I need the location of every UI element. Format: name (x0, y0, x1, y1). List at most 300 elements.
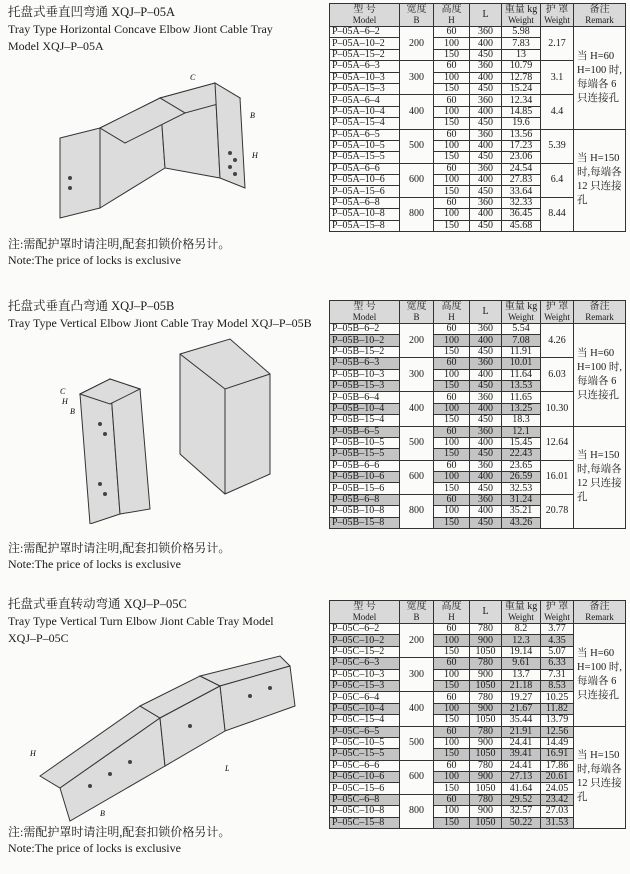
cell-model: P–05C–10–3 (330, 669, 400, 680)
cell-model: P–05B–10–8 (330, 506, 400, 517)
note-en: Note:The price of locks is exclusive (8, 557, 181, 571)
cell-height: 150 (434, 118, 470, 129)
col-header-height-text: 高度 (441, 4, 462, 15)
col-header-weight-subtext: Weight (508, 612, 534, 622)
cell-height: 100 (434, 175, 470, 186)
cell-remark-1: 当 H=60 H=100 时,每端各 6 只连接孔 (574, 27, 626, 130)
cell-model: P–05B–6–8 (330, 494, 400, 505)
col-header-model-text: 型 号 (353, 4, 376, 15)
dim-label-b: B (250, 111, 255, 120)
cell-length: 360 (470, 163, 502, 174)
cell-weight: 24.41 (502, 760, 541, 771)
cell-model: P–05C–6–5 (330, 726, 400, 737)
cell-model: P–05A–15–5 (330, 152, 400, 163)
cell-weight: 18.3 (502, 415, 541, 426)
table-row (330, 27, 626, 38)
cell-length: 400 (470, 140, 502, 151)
cell-weight: 17.23 (502, 140, 541, 151)
cell-weight: 33.64 (502, 186, 541, 197)
dim-label-l: L (225, 764, 230, 773)
cell-weight: 23.65 (502, 460, 541, 471)
cell-width: 500 (400, 129, 434, 163)
cell-width: 300 (400, 658, 434, 692)
col-header-model-subtext: Model (352, 612, 377, 622)
cell-weight: 15.24 (502, 83, 541, 94)
cell-guard-weight: 14.49 (541, 737, 574, 748)
cell-guard-weight: 4.26 (541, 324, 574, 358)
cell-height: 60 (434, 624, 470, 635)
cell-guard-weight: 8.44 (541, 197, 574, 231)
cell-height: 100 (434, 209, 470, 220)
cell-model: P–05A–6–8 (330, 197, 400, 208)
cell-length: 360 (470, 27, 502, 38)
cell-height: 100 (434, 703, 470, 714)
cell-weight: 10.79 (502, 61, 541, 72)
cell-width: 500 (400, 426, 434, 460)
cell-remark-2: 当 H=150 时,每端各 12 只连接孔 (574, 129, 626, 232)
cell-height: 60 (434, 726, 470, 737)
col-header-height (434, 601, 470, 624)
cell-length: 780 (470, 692, 502, 703)
cell-height: 150 (434, 680, 470, 691)
cell-width: 200 (400, 624, 434, 658)
cell-width: 600 (400, 760, 434, 794)
dim-label-b: B (100, 809, 105, 818)
cell-weight: 11.91 (502, 346, 541, 357)
cell-height: 150 (434, 186, 470, 197)
cell-length: 1050 (470, 646, 502, 657)
col-header-guard-text: 护 罩 (545, 4, 569, 15)
cell-width: 800 (400, 494, 434, 528)
cell-weight: 22.43 (502, 449, 541, 460)
cell-guard-weight: 6.33 (541, 658, 574, 669)
cell-length: 400 (470, 106, 502, 117)
col-header-height-text: 高度 (441, 301, 462, 312)
col-header-width-subtext: B (413, 15, 420, 25)
col-header-length-text: L (482, 606, 489, 617)
cell-weight: 7.08 (502, 335, 541, 346)
cell-height: 150 (434, 415, 470, 426)
cell-guard-weight: 3.1 (541, 61, 574, 95)
cell-length: 400 (470, 209, 502, 220)
col-header-remark-subtext: Remark (585, 15, 614, 25)
cell-model: P–05B–6–4 (330, 392, 400, 403)
cell-width: 600 (400, 460, 434, 494)
cell-height: 100 (434, 106, 470, 117)
cell-length: 450 (470, 483, 502, 494)
col-header-height (434, 4, 470, 27)
col-header-width (400, 601, 434, 624)
spec-table-05b (329, 300, 626, 529)
cell-model: P–05A–6–5 (330, 129, 400, 140)
cell-height: 100 (434, 38, 470, 49)
cell-height: 60 (434, 324, 470, 335)
cell-length: 900 (470, 669, 502, 680)
cell-width: 400 (400, 392, 434, 426)
cell-height: 150 (434, 49, 470, 60)
cell-height: 150 (434, 220, 470, 231)
cell-length: 360 (470, 460, 502, 471)
col-header-model (330, 301, 400, 324)
cell-weight: 26.59 (502, 472, 541, 483)
cell-length: 360 (470, 426, 502, 437)
cell-width: 800 (400, 794, 434, 828)
cell-model: P–05A–10–5 (330, 140, 400, 151)
cell-weight: 12.34 (502, 95, 541, 106)
title-cn: 托盘式垂直转动弯通 XQJ–P–05C (8, 597, 187, 611)
cell-length: 360 (470, 129, 502, 140)
cell-model: P–05B–6–6 (330, 460, 400, 471)
section-05a (0, 0, 630, 288)
col-header-length-text: L (482, 306, 489, 317)
spec-table-05c (329, 600, 626, 829)
table-header-row (330, 301, 626, 324)
cell-remark-1: 当 H=60 H=100 时,每端各 6 只连接孔 (574, 624, 626, 727)
cell-model: P–05A–15–3 (330, 83, 400, 94)
cell-guard-weight: 27.03 (541, 806, 574, 817)
table-row (330, 426, 626, 437)
cell-weight: 32.33 (502, 197, 541, 208)
cell-weight: 13.53 (502, 380, 541, 391)
cell-weight: 32.57 (502, 806, 541, 817)
col-header-model-subtext: Model (352, 312, 377, 322)
cell-weight: 45.68 (502, 220, 541, 231)
cell-guard-weight: 6.4 (541, 163, 574, 197)
cell-height: 100 (434, 806, 470, 817)
cell-model: P–05A–10–8 (330, 209, 400, 220)
cell-weight: 24.41 (502, 737, 541, 748)
cell-model: P–05A–15–8 (330, 220, 400, 231)
cell-length: 400 (470, 335, 502, 346)
cell-remark-2: 当 H=150 时,每端各 12 只连接孔 (574, 426, 626, 529)
dim-label-c: C (60, 387, 66, 396)
cell-height: 150 (434, 517, 470, 528)
cell-weight: 21.18 (502, 680, 541, 691)
col-header-guard-subtext: Weight (544, 312, 570, 322)
cell-model: P–05A–10–2 (330, 38, 400, 49)
cell-model: P–05A–6–2 (330, 27, 400, 38)
cell-length: 360 (470, 61, 502, 72)
cell-guard-weight: 5.07 (541, 646, 574, 657)
cell-height: 150 (434, 83, 470, 94)
cell-height: 60 (434, 658, 470, 669)
col-header-width-text: 宽度 (406, 4, 427, 15)
cell-model: P–05C–15–3 (330, 680, 400, 691)
note (8, 236, 230, 268)
cell-model: P–05C–10–4 (330, 703, 400, 714)
cell-model: P–05C–15–6 (330, 783, 400, 794)
cell-length: 900 (470, 806, 502, 817)
cell-height: 150 (434, 715, 470, 726)
table-header-row (330, 601, 626, 624)
col-header-width-subtext: B (413, 612, 420, 622)
dim-label-h: H (252, 151, 258, 160)
col-header-guard-text: 护 罩 (545, 601, 569, 612)
cell-model: P–05C–15–8 (330, 817, 400, 828)
cell-height: 100 (434, 437, 470, 448)
cell-model: P–05B–15–2 (330, 346, 400, 357)
dim-label-h: H (62, 397, 68, 406)
cell-length: 400 (470, 472, 502, 483)
cell-model: P–05C–6–4 (330, 692, 400, 703)
cell-height: 100 (434, 669, 470, 680)
cell-length: 780 (470, 624, 502, 635)
cell-length: 1050 (470, 715, 502, 726)
col-header-width (400, 4, 434, 27)
cell-length: 1050 (470, 817, 502, 828)
title-en-line1: Tray Type Vertical Elbow Jiont Cable Tray Model XQJ–P–05B (8, 316, 312, 330)
cell-weight: 36.45 (502, 209, 541, 220)
col-header-length (470, 301, 502, 324)
tray-drawing-05c (20, 646, 310, 826)
cell-length: 1050 (470, 783, 502, 794)
cell-guard-weight: 10.25 (541, 692, 574, 703)
cell-height: 60 (434, 426, 470, 437)
note-en: Note:The price of locks is exclusive (8, 841, 181, 855)
cell-guard-weight: 2.17 (541, 27, 574, 61)
cell-height: 150 (434, 380, 470, 391)
cell-remark-1: 当 H=60 H=100 时,每端各 6 只连接孔 (574, 324, 626, 427)
cell-weight: 8.2 (502, 624, 541, 635)
cell-length: 400 (470, 72, 502, 83)
cell-length: 450 (470, 517, 502, 528)
cell-height: 60 (434, 760, 470, 771)
cell-model: P–05A–6–6 (330, 163, 400, 174)
cell-length: 400 (470, 175, 502, 186)
cell-length: 900 (470, 703, 502, 714)
cell-weight: 12.1 (502, 426, 541, 437)
cell-model: P–05B–15–4 (330, 415, 400, 426)
col-header-width-text: 宽度 (406, 301, 427, 312)
cell-model: P–05A–10–4 (330, 106, 400, 117)
title-cn: 托盘式垂直凹弯通 XQJ–P–05A (8, 5, 176, 19)
cell-height: 60 (434, 95, 470, 106)
cell-model: P–05A–15–2 (330, 49, 400, 60)
cell-height: 100 (434, 369, 470, 380)
cell-model: P–05A–10–3 (330, 72, 400, 83)
cell-weight: 43.26 (502, 517, 541, 528)
col-header-remark-text: 备注 (589, 301, 610, 312)
cell-weight: 35.21 (502, 506, 541, 517)
cell-guard-weight: 7.31 (541, 669, 574, 680)
cell-height: 150 (434, 749, 470, 760)
col-header-guard (541, 4, 574, 27)
cell-height: 150 (434, 483, 470, 494)
cell-length: 780 (470, 794, 502, 805)
cell-weight: 35.44 (502, 715, 541, 726)
cell-weight: 11.64 (502, 369, 541, 380)
cell-model: P–05C–15–2 (330, 646, 400, 657)
dim-label-c: C (190, 73, 196, 82)
title-en-line1: Tray Type Vertical Turn Elbow Jiont Cable Tray Model (8, 614, 274, 628)
col-header-model (330, 4, 400, 27)
col-header-guard (541, 301, 574, 324)
cell-length: 450 (470, 49, 502, 60)
tray-drawing-05b (40, 334, 280, 524)
cell-weight: 15.45 (502, 437, 541, 448)
note (8, 540, 230, 572)
col-header-length (470, 601, 502, 624)
cell-model: P–05B–15–6 (330, 483, 400, 494)
cell-length: 360 (470, 324, 502, 335)
col-header-guard-subtext: Weight (544, 15, 570, 25)
col-header-length-text: L (482, 9, 489, 20)
section-05b (0, 294, 630, 571)
cell-model: P–05B–6–5 (330, 426, 400, 437)
col-header-width (400, 301, 434, 324)
cell-width: 300 (400, 358, 434, 392)
cell-guard-weight: 23.42 (541, 794, 574, 805)
cell-model: P–05B–10–2 (330, 335, 400, 346)
cell-width: 400 (400, 95, 434, 129)
cell-guard-weight: 16.91 (541, 749, 574, 760)
cell-guard-weight: 31.53 (541, 817, 574, 828)
col-header-model-subtext: Model (352, 15, 377, 25)
col-header-weight (502, 4, 541, 27)
cell-weight: 9.61 (502, 658, 541, 669)
note-cn: 注:需配护罩时请注明,配套扣锁价格另计。 (8, 825, 231, 839)
tray-drawing-05a (40, 58, 280, 228)
cell-guard-weight: 10.30 (541, 392, 574, 426)
col-header-guard (541, 601, 574, 624)
col-header-remark-text: 备注 (589, 4, 610, 15)
cell-guard-weight: 4.4 (541, 95, 574, 129)
cell-length: 360 (470, 95, 502, 106)
col-header-weight-text: 重量 kg (504, 601, 538, 612)
table-row (330, 726, 626, 737)
cell-model: P–05A–10–6 (330, 175, 400, 186)
cell-height: 60 (434, 129, 470, 140)
cell-model: P–05C–10–6 (330, 772, 400, 783)
cell-model: P–05B–6–3 (330, 358, 400, 369)
cell-weight: 19.6 (502, 118, 541, 129)
cell-height: 150 (434, 817, 470, 828)
cell-height: 150 (434, 449, 470, 460)
cell-length: 450 (470, 415, 502, 426)
cell-weight: 5.54 (502, 324, 541, 335)
cell-model: P–05C–10–5 (330, 737, 400, 748)
col-header-guard-subtext: Weight (544, 612, 570, 622)
cell-weight: 13.25 (502, 403, 541, 414)
cell-length: 780 (470, 726, 502, 737)
cell-weight: 27.13 (502, 772, 541, 783)
note-cn: 注:需配护罩时请注明,配套扣锁价格另计。 (8, 237, 231, 251)
cell-height: 60 (434, 163, 470, 174)
title-en-line2: Model XQJ–P–05A (8, 39, 104, 53)
col-header-remark-text: 备注 (589, 601, 610, 612)
cell-length: 400 (470, 403, 502, 414)
cell-length: 1050 (470, 749, 502, 760)
col-header-width-subtext: B (413, 312, 420, 322)
col-header-model-text: 型 号 (353, 601, 376, 612)
cell-width: 300 (400, 61, 434, 95)
cell-guard-weight: 3.77 (541, 624, 574, 635)
cell-weight: 29.52 (502, 794, 541, 805)
cell-length: 400 (470, 437, 502, 448)
cell-length: 780 (470, 658, 502, 669)
col-header-weight-text: 重量 kg (504, 4, 538, 15)
cell-height: 100 (434, 403, 470, 414)
col-header-weight-text: 重量 kg (504, 301, 538, 312)
note-cn: 注:需配护罩时请注明,配套扣锁价格另计。 (8, 541, 231, 555)
cell-weight: 19.14 (502, 646, 541, 657)
cell-weight: 21.67 (502, 703, 541, 714)
col-header-height-text: 高度 (441, 601, 462, 612)
col-header-height-subtext: H (448, 15, 455, 25)
cell-model: P–05B–15–5 (330, 449, 400, 460)
cell-weight: 24.54 (502, 163, 541, 174)
cell-weight: 14.85 (502, 106, 541, 117)
col-header-model-text: 型 号 (353, 301, 376, 312)
cell-height: 150 (434, 346, 470, 357)
cell-height: 100 (434, 772, 470, 783)
cell-guard-weight: 6.03 (541, 358, 574, 392)
cell-weight: 10.01 (502, 358, 541, 369)
cell-weight: 39.41 (502, 749, 541, 760)
cell-weight: 31.24 (502, 494, 541, 505)
cell-guard-weight: 8.53 (541, 680, 574, 691)
cell-weight: 12.3 (502, 635, 541, 646)
cell-model: P–05A–6–4 (330, 95, 400, 106)
title-en-line1: Tray Type Horizontal Concave Elbow Jiont Cable Tray (8, 22, 273, 36)
cell-weight: 12.78 (502, 72, 541, 83)
cell-model: P–05A–15–4 (330, 118, 400, 129)
cell-length: 360 (470, 392, 502, 403)
cell-guard-weight: 20.78 (541, 494, 574, 528)
col-header-remark (574, 4, 626, 27)
cell-model: P–05B–6–2 (330, 324, 400, 335)
section-header (8, 4, 323, 55)
cell-length: 400 (470, 38, 502, 49)
cell-model: P–05C–6–8 (330, 794, 400, 805)
cell-width: 500 (400, 726, 434, 760)
cell-guard-weight: 16.01 (541, 460, 574, 494)
cell-guard-weight: 11.82 (541, 703, 574, 714)
col-header-width-text: 宽度 (406, 601, 427, 612)
cell-weight: 11.65 (502, 392, 541, 403)
cell-length: 900 (470, 772, 502, 783)
title-cn: 托盘式垂直凸弯通 XQJ–P–05B (8, 299, 175, 313)
table-header-row (330, 4, 626, 27)
cell-length: 450 (470, 220, 502, 231)
cell-model: P–05C–10–2 (330, 635, 400, 646)
col-header-remark-subtext: Remark (585, 312, 614, 322)
col-header-model (330, 601, 400, 624)
col-header-remark (574, 301, 626, 324)
cell-model: P–05C–15–4 (330, 715, 400, 726)
cell-height: 150 (434, 646, 470, 657)
cell-width: 400 (400, 692, 434, 726)
cell-weight: 7.83 (502, 38, 541, 49)
cell-model: P–05B–10–3 (330, 369, 400, 380)
cell-remark-2: 当 H=150 时,每端各 12 只连接孔 (574, 726, 626, 829)
cell-weight: 5.98 (502, 27, 541, 38)
cell-model: P–05B–10–6 (330, 472, 400, 483)
col-header-weight (502, 301, 541, 324)
col-header-height-subtext: H (448, 612, 455, 622)
cell-model: P–05B–10–5 (330, 437, 400, 448)
cell-length: 900 (470, 635, 502, 646)
note (8, 824, 230, 856)
cell-guard-weight: 12.64 (541, 426, 574, 460)
spec-table-05a (329, 3, 626, 232)
cell-height: 100 (434, 635, 470, 646)
col-header-length (470, 4, 502, 27)
cell-height: 60 (434, 27, 470, 38)
cell-height: 100 (434, 472, 470, 483)
section-05c (0, 594, 630, 874)
cell-height: 100 (434, 506, 470, 517)
